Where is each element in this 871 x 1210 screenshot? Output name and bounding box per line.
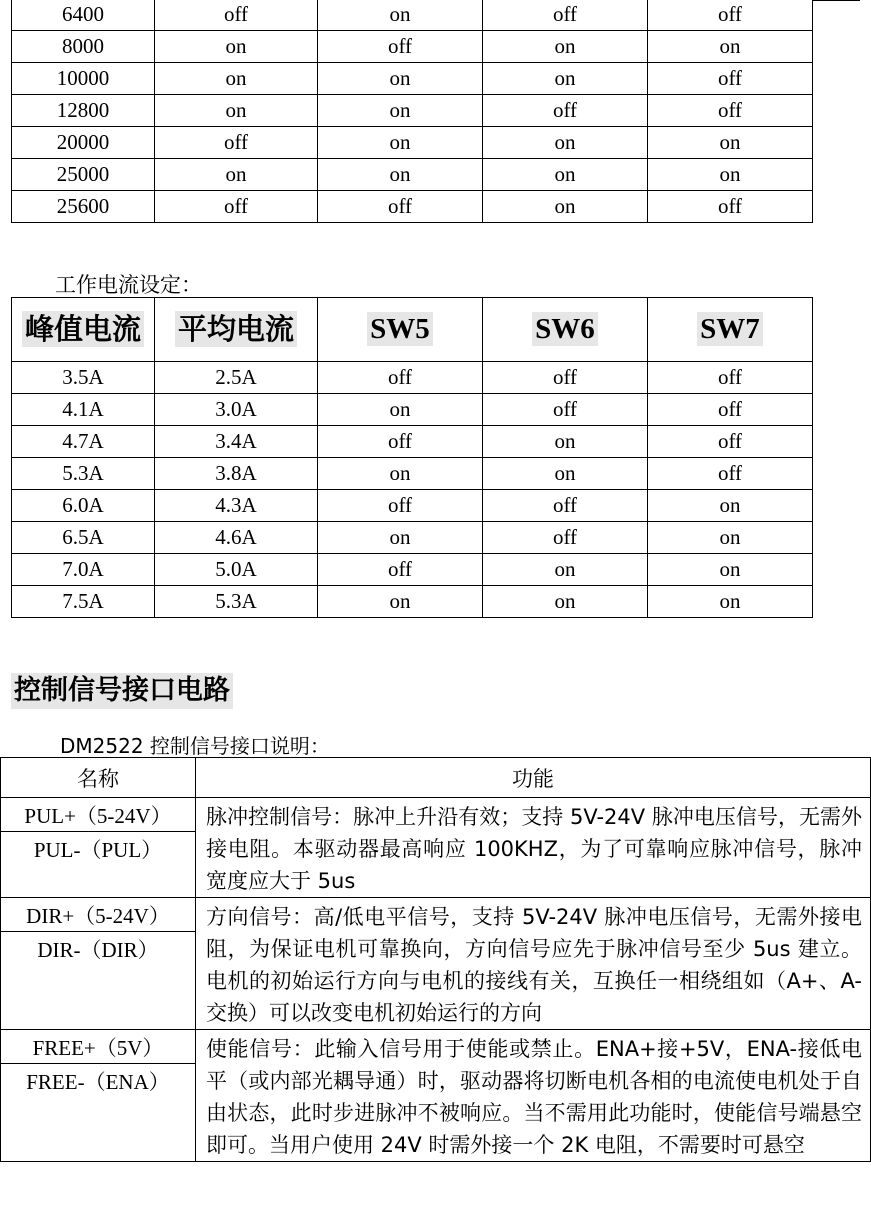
table-row	[12, 63, 813, 95]
switch-state: off	[648, 63, 813, 95]
table-row	[12, 127, 813, 159]
table-row	[12, 0, 813, 31]
signal-name: PUL+（5-24V）	[1, 798, 195, 832]
table-row	[12, 394, 813, 426]
switch-state: on	[155, 31, 318, 63]
switch-state: off	[483, 490, 648, 522]
signal-function-cell	[196, 1030, 871, 1162]
switch-state: on	[483, 127, 648, 159]
pulse-value: 12800	[12, 95, 155, 127]
switch-state: on	[155, 63, 318, 95]
header-average-current: 平均电流	[175, 311, 297, 347]
switch-state: on	[648, 159, 813, 191]
peak-current: 6.0A	[12, 490, 155, 522]
switch-state: on	[483, 63, 648, 95]
header-sw5: SW5	[367, 312, 433, 346]
switch-state: on	[155, 159, 318, 191]
signal-name: DIR-（DIR）	[37, 937, 159, 962]
switch-state: off	[648, 0, 813, 31]
table-row	[12, 490, 813, 522]
average-current: 3.4A	[155, 426, 318, 458]
table-row	[12, 426, 813, 458]
switch-state: off	[648, 95, 813, 127]
signal-name: PUL-（PUL）	[33, 837, 163, 862]
average-current: 5.0A	[155, 554, 318, 586]
switch-state: off	[648, 394, 813, 426]
switch-state: off	[483, 0, 648, 31]
header-peak-current: 峰值电流	[22, 311, 144, 347]
pulse-value: 10000	[12, 63, 155, 95]
header-sw7: SW7	[697, 312, 763, 346]
switch-state: off	[318, 490, 483, 522]
signal-name-cell	[1, 898, 196, 1030]
switch-state: on	[483, 554, 648, 586]
signal-name-cell	[1, 798, 196, 898]
signal-name: DIR+（5-24V）	[1, 898, 195, 932]
pulse-value: 8000	[12, 31, 155, 63]
switch-state: off	[318, 554, 483, 586]
column-header	[155, 298, 318, 362]
signal-interface-caption: DM2522 控制信号接口说明：	[60, 734, 330, 758]
table-row	[1, 798, 871, 898]
peak-current: 3.5A	[12, 362, 155, 394]
peak-current: 7.5A	[12, 586, 155, 618]
switch-state: on	[648, 586, 813, 618]
switch-state: on	[648, 554, 813, 586]
pulse-value: 25000	[12, 159, 155, 191]
switch-state: on	[648, 490, 813, 522]
switch-state: on	[318, 586, 483, 618]
signal-interface-table	[0, 757, 871, 1162]
table-row	[12, 159, 813, 191]
switch-state: off	[483, 95, 648, 127]
switch-state: off	[318, 191, 483, 223]
switch-state: on	[483, 426, 648, 458]
switch-state: on	[318, 394, 483, 426]
switch-state: on	[483, 458, 648, 490]
pulse-setting-table	[11, 0, 813, 223]
signal-function-cell	[196, 898, 871, 1030]
switch-state: off	[483, 394, 648, 426]
pulse-value: 6400	[12, 0, 155, 31]
switch-state: on	[318, 127, 483, 159]
peak-current: 4.7A	[12, 426, 155, 458]
average-current: 5.3A	[155, 586, 318, 618]
switch-state: on	[483, 31, 648, 63]
pulse-value: 20000	[12, 127, 155, 159]
table-row	[12, 554, 813, 586]
current-setting-caption: 工作电流设定：	[55, 273, 202, 297]
switch-state: off	[483, 362, 648, 394]
signal-name: FREE+（5V）	[1, 1030, 195, 1064]
column-header-name: 名称	[1, 758, 196, 798]
table-header-row	[1, 758, 871, 798]
table-row	[12, 522, 813, 554]
switch-state: on	[155, 95, 318, 127]
peak-current: 7.0A	[12, 554, 155, 586]
table-row	[1, 1030, 871, 1162]
table-row	[1, 898, 871, 1030]
average-current: 4.3A	[155, 490, 318, 522]
average-current: 4.6A	[155, 522, 318, 554]
switch-state: off	[318, 31, 483, 63]
switch-state: off	[318, 426, 483, 458]
switch-state: on	[648, 31, 813, 63]
switch-state: on	[648, 522, 813, 554]
signal-function-text: 脉冲控制信号：脉冲上升沿有效；支持 5V-24V 脉冲电压信号，无需外接电阻。本驱动器最高响应 100KHZ，为了可靠响应脉冲信号，脉冲宽度应大于 5us	[206, 805, 862, 893]
header-sw6: SW6	[532, 312, 598, 346]
table-row	[12, 586, 813, 618]
switch-state: on	[318, 458, 483, 490]
switch-state: on	[318, 95, 483, 127]
page-top-rule	[812, 0, 860, 1]
table-row	[12, 191, 813, 223]
switch-state: on	[318, 63, 483, 95]
section-heading: 控制信号接口电路	[11, 673, 233, 709]
switch-state: off	[648, 458, 813, 490]
table-row	[12, 31, 813, 63]
switch-state: on	[318, 522, 483, 554]
switch-state: on	[483, 159, 648, 191]
column-header	[318, 298, 483, 362]
switch-state: on	[648, 127, 813, 159]
signal-function-text: 使能信号：此输入信号用于使能或禁止。ENA+接+5V，ENA-接低电平（或内部光耦导通）时，驱动器将切断电机各相的电流使电机处于自由状态，此时步进脉冲不被响应。当不需用此功能时，使能信号端悬空即可。当用户使用 24V 时需外接一个 2K 电阻，不需要时可悬空	[206, 1037, 862, 1157]
switch-state: off	[648, 426, 813, 458]
pulse-value: 25600	[12, 191, 155, 223]
peak-current: 5.3A	[12, 458, 155, 490]
switch-state: off	[155, 127, 318, 159]
table-row	[12, 95, 813, 127]
average-current: 2.5A	[155, 362, 318, 394]
signal-function-cell	[196, 798, 871, 898]
signal-name-cell	[1, 1030, 196, 1162]
table-row	[12, 458, 813, 490]
average-current: 3.8A	[155, 458, 318, 490]
average-current: 3.0A	[155, 394, 318, 426]
current-setting-table	[11, 297, 813, 618]
switch-state: off	[648, 191, 813, 223]
switch-state: off	[483, 522, 648, 554]
column-header	[648, 298, 813, 362]
switch-state: off	[648, 362, 813, 394]
table-row	[12, 362, 813, 394]
switch-state: off	[155, 0, 318, 31]
switch-state: on	[483, 191, 648, 223]
switch-state: on	[483, 586, 648, 618]
switch-state: off	[318, 362, 483, 394]
switch-state: on	[318, 0, 483, 31]
signal-name: FREE-（ENA）	[26, 1069, 170, 1094]
switch-state: off	[155, 191, 318, 223]
signal-function-text: 方向信号：高/低电平信号，支持 5V-24V 脉冲电压信号，无需外接电阻，为保证电机可靠换向，方向信号应先于脉冲信号至少 5us 建立。电机的初始运行方向与电机的接线有关，互换任一相绕组如（A+、A-交换）可以改变电机初始运行的方向	[206, 905, 862, 1025]
column-header	[12, 298, 155, 362]
column-header-function: 功能	[196, 758, 871, 798]
peak-current: 4.1A	[12, 394, 155, 426]
column-header	[483, 298, 648, 362]
table-header-row	[12, 298, 813, 362]
switch-state: on	[318, 159, 483, 191]
peak-current: 6.5A	[12, 522, 155, 554]
